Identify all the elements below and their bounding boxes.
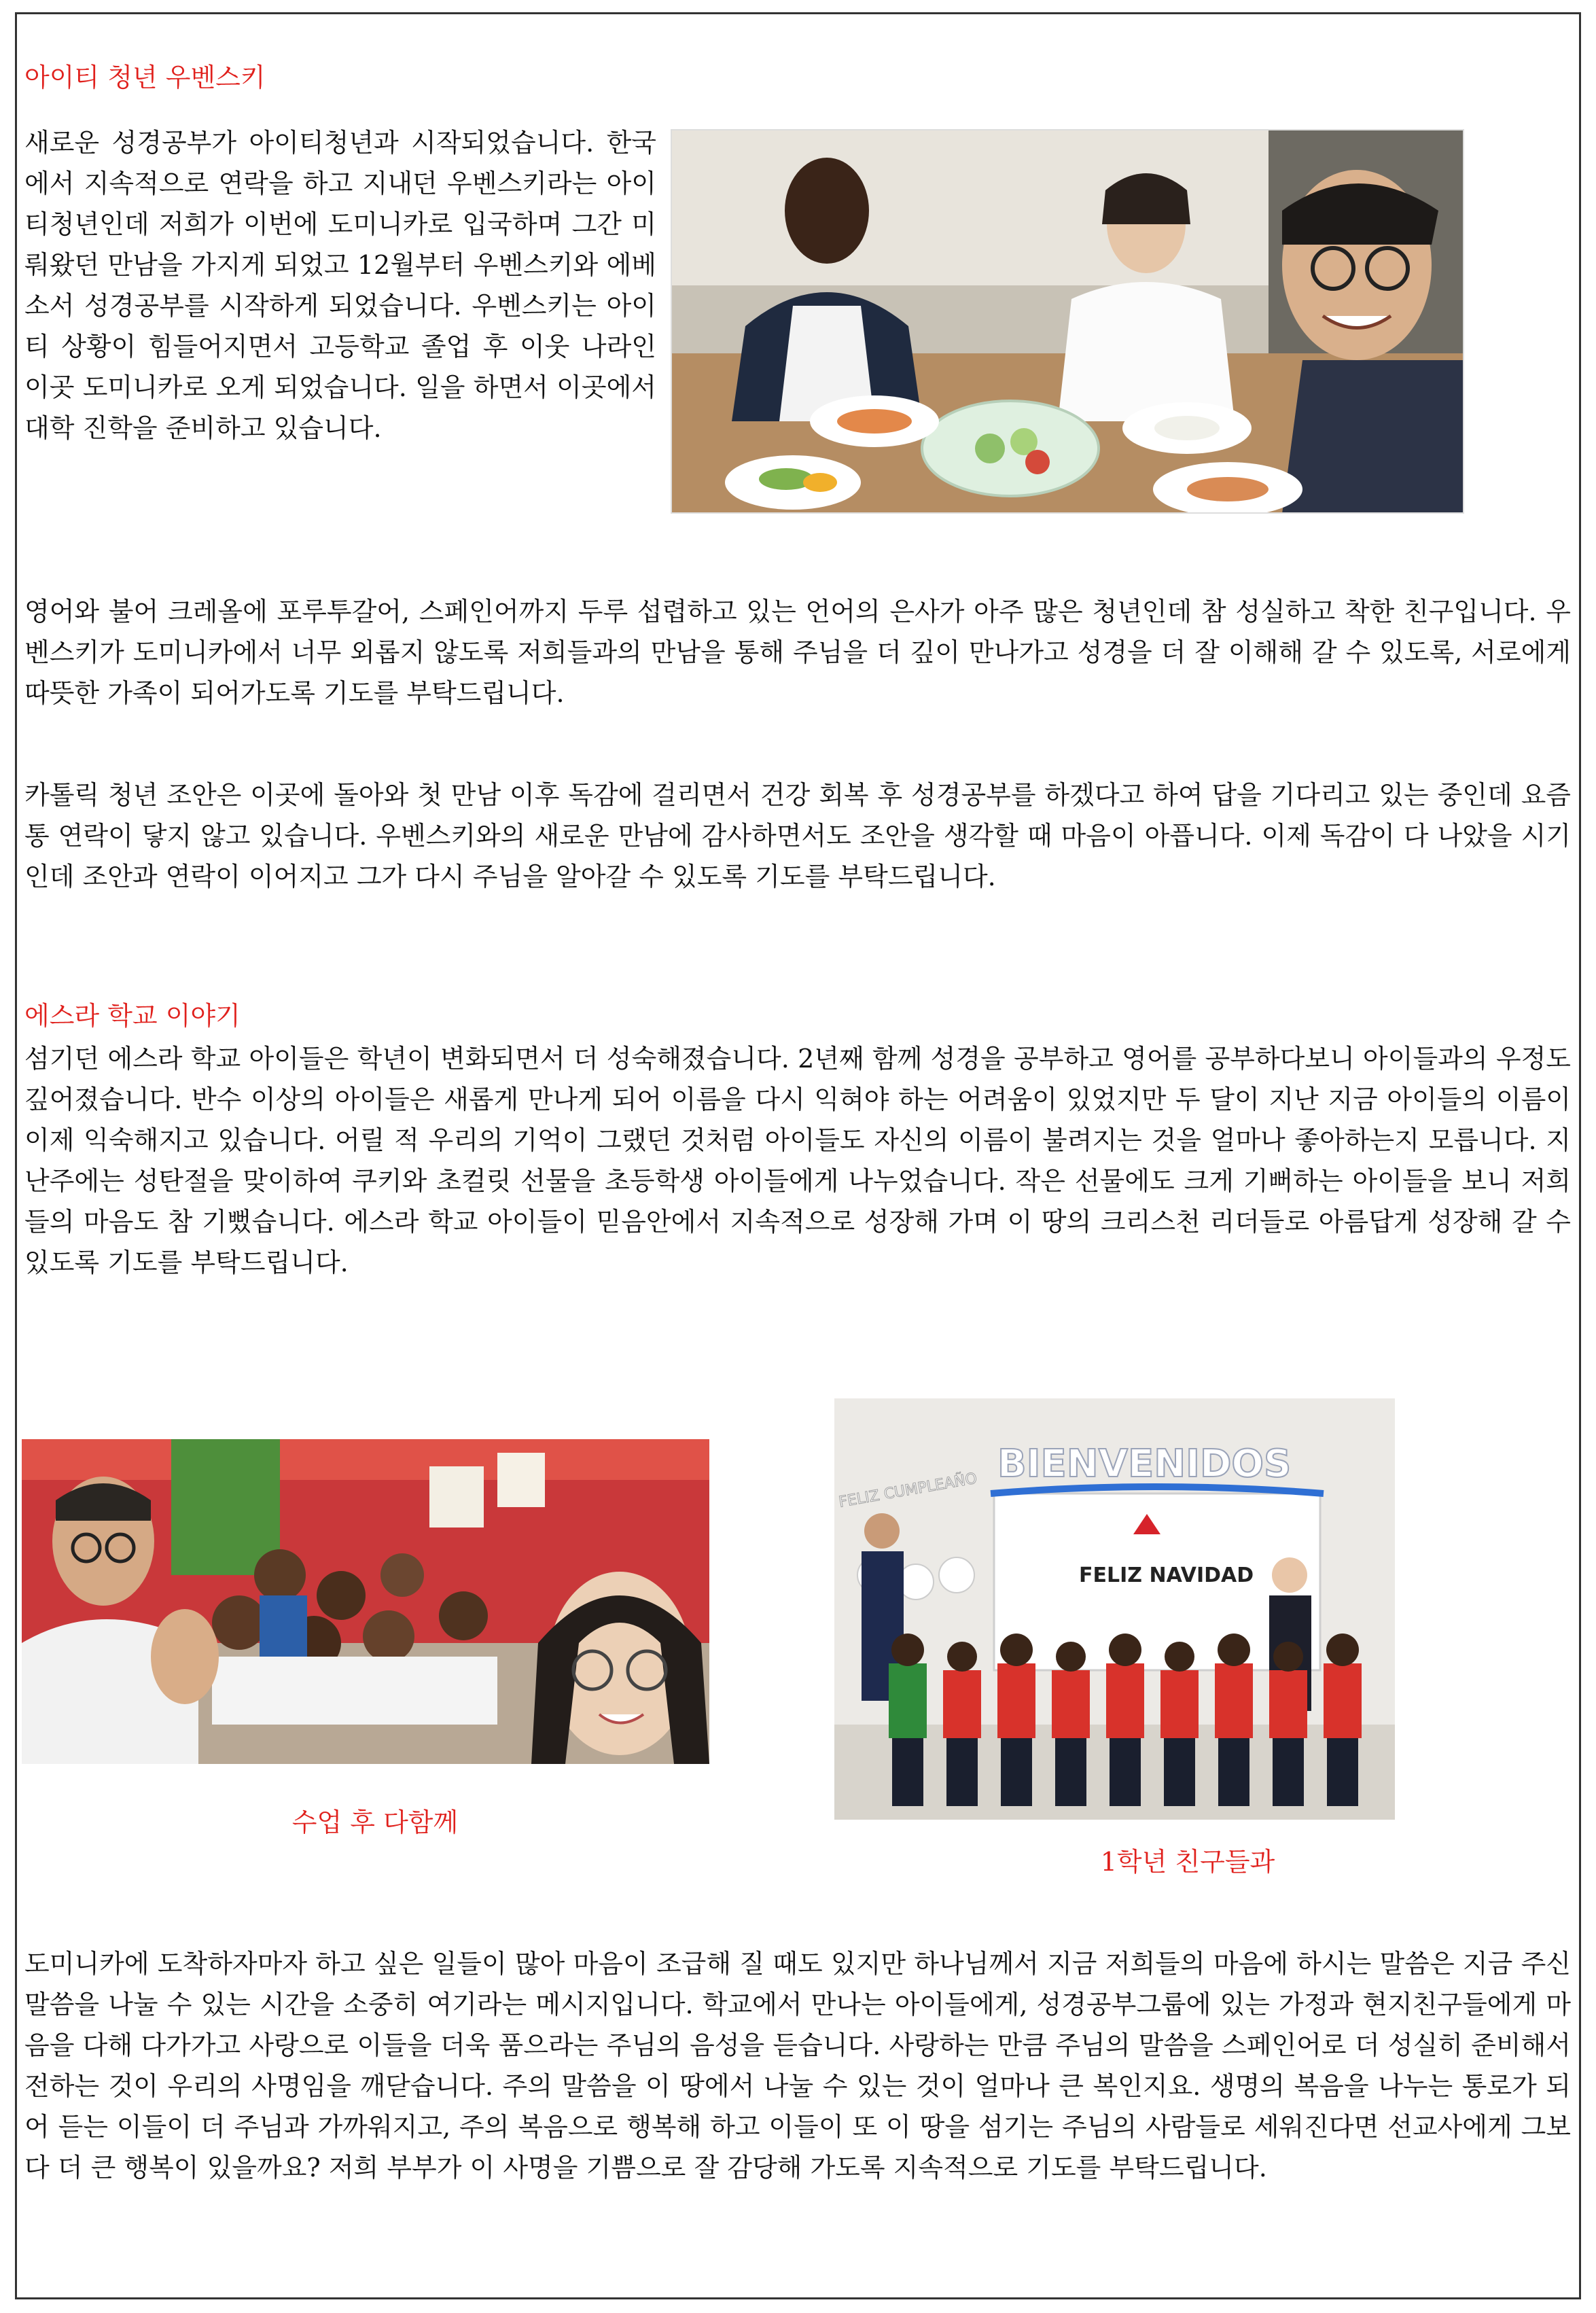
haiti-paragraph-3: 카톨릭 청년 조안은 이곳에 돌아와 첫 만남 이후 독감에 걸리면서 건강 회복 후 성경공부를 하겠다고 하여 답을 기다리고 있는 중인데 요즘 통 연락이 닿지 않고 있습니다. 우벤스키와의 새로운 만남에 감사하면서도 조안을 생각할 때 마음이 아픕니다. 이제 독감이 다 나았을 시기인데 조안과 연락이 이어지고 그가 다시 주님을 알아갈 수 있도록 기도를 부탁드립니다.	[24, 780, 1571, 891]
ezra-section-title: 에스라 학교 이야기	[24, 1001, 241, 1031]
firstgrade-photo	[834, 1398, 1395, 1820]
closing-paragraph: 도미니카에 도착하자마자 하고 싶은 일들이 많아 마음이 조급해 질 때도 있지만 하나님께서 지금 저희들의 마음에 하시는 말씀은 지금 주신 말씀을 나눌 수 있는 시간을 소중히 여기라는 메시지입니다. 학교에서 만나는 아이들에게, 성경공부그룹에 있는 가정과 현지친구들에게 마음을 다해 다가가고 사랑으로 이들을 더욱 품으라는 주님의 음성을 듣습니다. 사랑하는 만큼 주님의 말씀을 스페인어로 더 성실히 준비해서 전하는 것이 우리의 사명임을 깨닫습니다. 주의 말씀을 이 땅에서 나눌 수 있는 것이 얼마나 큰 복인지요. 생명의 복음을 나누는 통로가 되어 듣는 이들이 더 주님과 가까워지고, 주의 복음으로 행복해 하고 이들이 또 이 땅을 섬기는 주님의 사람들로 세워진다면 선교사에게 그보다 더 큰 행복이 있을까요? 저희 부부가 이 사명을 기쁨으로 잘 감당해 가도록 지속적으로 기도를 부탁드립니다.	[24, 1949, 1571, 2183]
haiti-section-title: 아이티 청년 우벤스키	[24, 63, 266, 92]
ezra-paragraph: 섬기던 에스라 학교 아이들은 학년이 변화되면서 더 성숙해졌습니다. 2년째 함께 성경을 공부하고 영어를 공부하다보니 아이들과의 우정도 깊어졌습니다. 반수 이상의 아이들은 새롭게 만나게 되어 이름을 다시 익혀야 하는 어려움이 있었지만 두 달이 지난 지금 아이들의 이름이 이제 익숙해지고 있습니다. 어릴 적 우리의 기억이 그랬던 것처럼 아이들도 자신의 이름이 불려지는 것을 얼마나 좋아하는지 모릅니다. 지난주에는 성탄절을 맞이하여 쿠키와 초컬릿 선물을 초등학생 아이들에게 나누었습니다. 작은 선물에도 크게 기뻐하는 아이들을 보니 저희들의 마음도 참 기뻤습니다. 에스라 학교 아이들이 믿음안에서 지속적으로 성장해 가며 이 땅의 크리스천 리더들로 아름답게 성장해 갈 수 있도록 기도를 부탁드립니다.	[24, 1044, 1571, 1277]
banner-cumpleano: FELIZ CUMPLEAÑO	[837, 1470, 978, 1511]
firstgrade-caption: 1학년 친구들과	[1100, 1847, 1275, 1877]
haiti-intro-paragraph: 새로운 성경공부가 아이티청년과 시작되었습니다. 한국에서 지속적으로 연락을 하고 지내던 우벤스키라는 아이티청년인데 저희가 이번에 도미니카로 입국하며 그간 미뤄왔던 만남을 가지게 되었고 12월부터 우벤스키와 에베소서 성경공부를 시작하게 되었습니다. 우벤스키는 아이티 상황이 힘들어지면서 고등학교 졸업 후 이웃 나라인 이곳 도미니카로 오게 되었습니다. 일을 하면서 이곳에서 대학 진학을 준비하고 있습니다.	[24, 128, 656, 443]
classroom-photo-illustration	[22, 1439, 709, 1764]
dinner-photo-illustration	[671, 129, 1464, 514]
dinner-photo	[671, 129, 1464, 514]
classroom-caption: 수업 후 다함께	[291, 1807, 459, 1837]
classroom-photo	[22, 1439, 709, 1764]
banner-bienvenidos: BIENVENIDOS	[997, 1442, 1292, 1486]
haiti-paragraph-2: 영어와 불어 크레올에 포루투갈어, 스페인어까지 두루 섭렵하고 있는 언어의 은사가 아주 많은 청년인데 참 성실하고 착한 친구입니다. 우벤스키가 도미니카에서 너무 외롭지 않도록 저희들과의 만남을 통해 주님을 더 깊이 만나가고 성경을 더 잘 이해해 갈 수 있도록, 서로에게 따뜻한 가족이 되어가도록 기도를 부탁드립니다.	[24, 597, 1571, 708]
banner-navidad: FELIZ NAVIDAD	[1079, 1564, 1254, 1587]
firstgrade-photo-illustration	[834, 1398, 1395, 1820]
